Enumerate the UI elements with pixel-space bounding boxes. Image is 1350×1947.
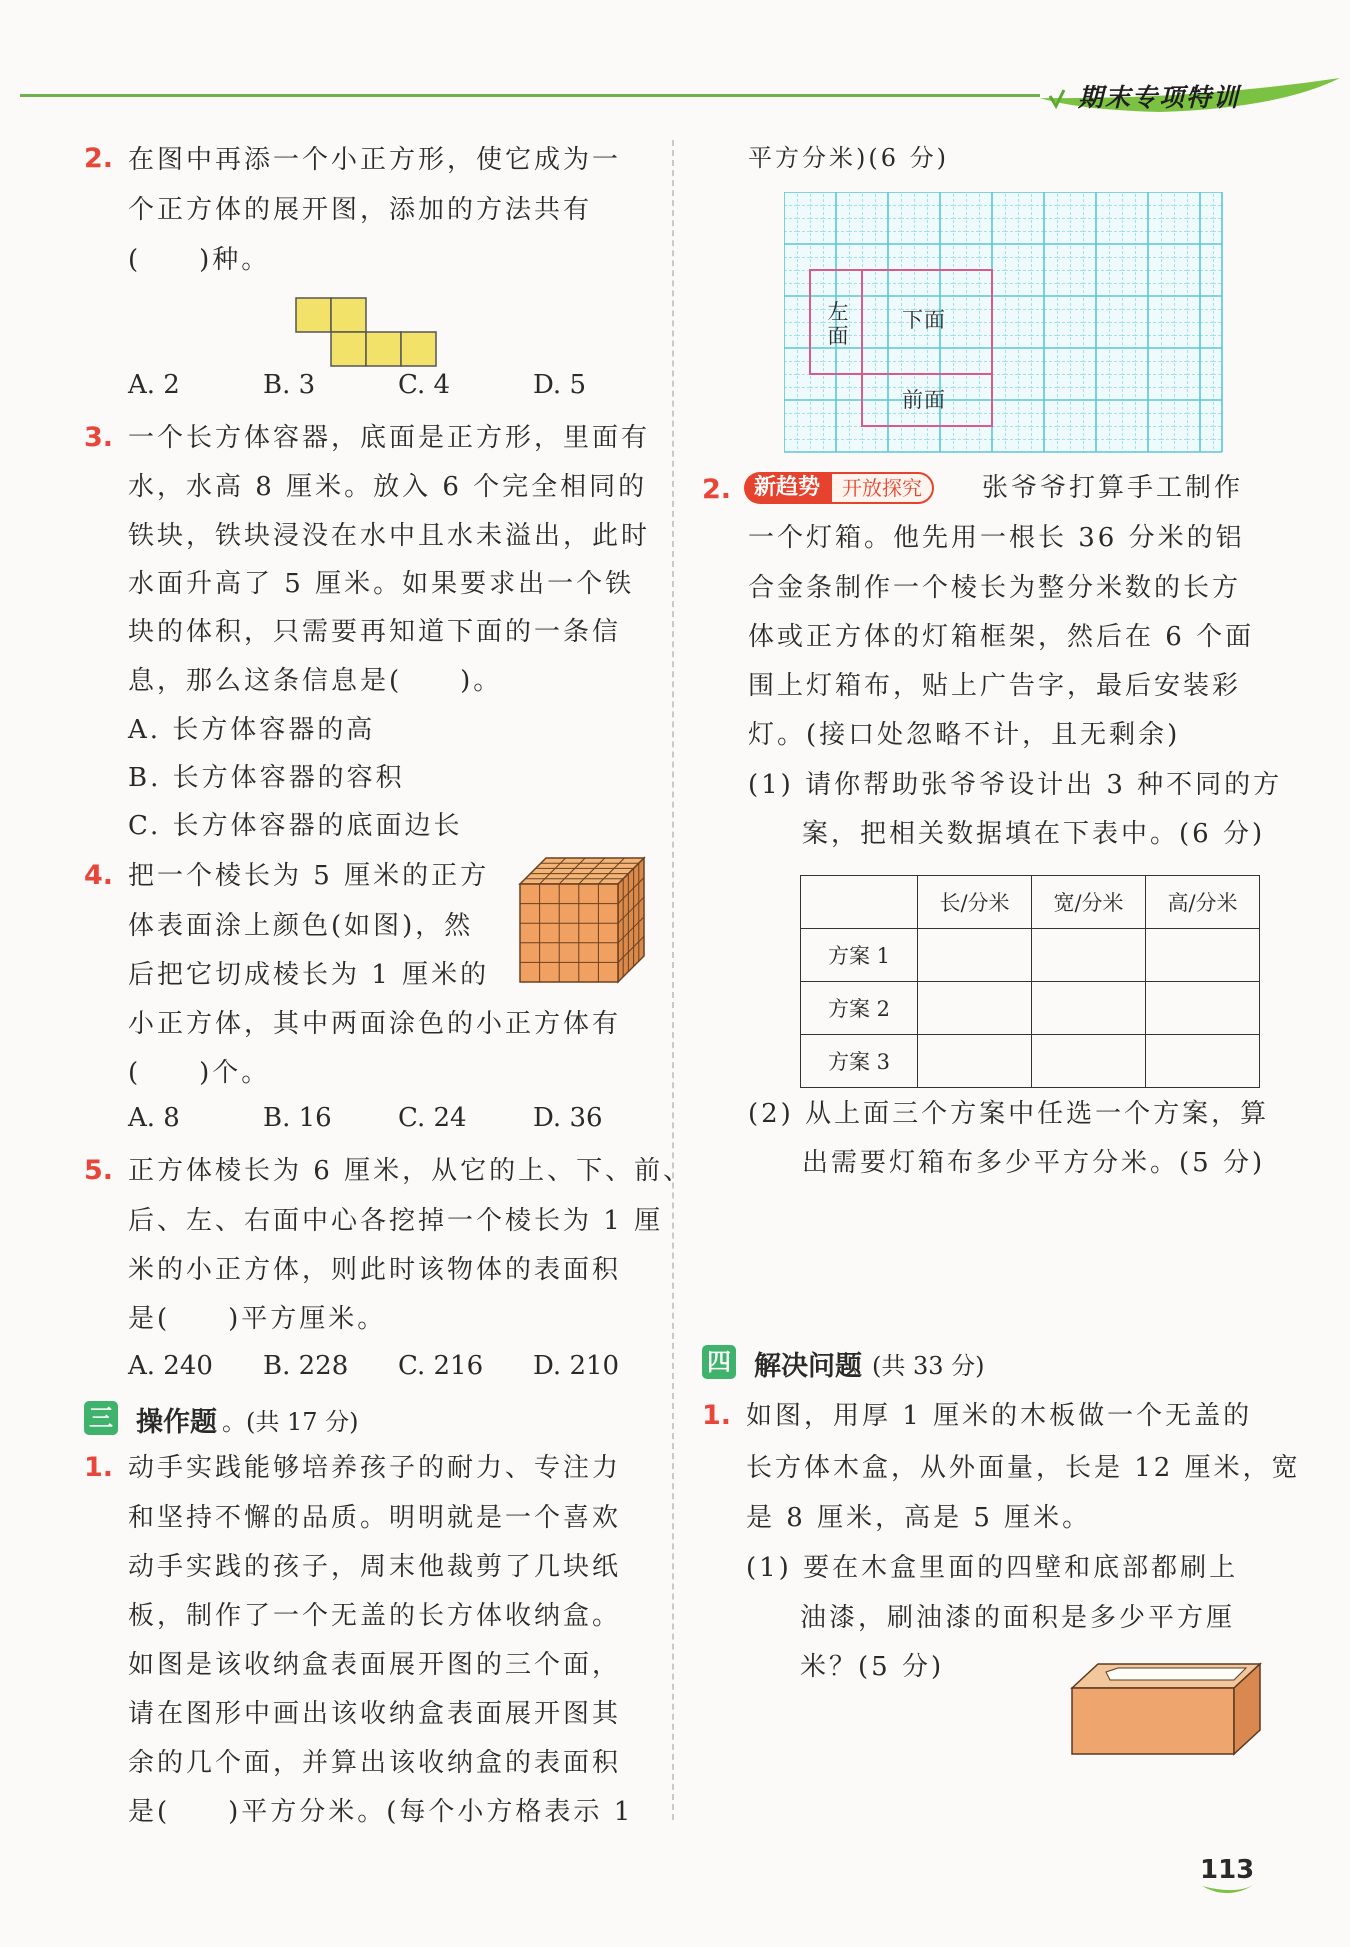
question-number: 4. [84, 860, 114, 891]
section-4-icon: 四 [702, 1345, 736, 1379]
width-cell[interactable] [1032, 929, 1146, 982]
q3-line-3: 铁块，铁块浸没在水中且水未溢出，此时 [128, 521, 651, 551]
q5-options [128, 1351, 668, 1381]
width-cell[interactable] [1032, 982, 1146, 1035]
width-cell[interactable] [1032, 1035, 1146, 1088]
bottom-face-label: 下面 [902, 308, 946, 332]
p1-sub1-line-3: 米？(5 分) [800, 1652, 945, 1682]
option-c[interactable]: C. 24 [398, 1103, 467, 1133]
option-a[interactable]: A. 2 [128, 370, 180, 400]
op1-continuation: 平方分米)(6 分) [748, 144, 949, 172]
option-b[interactable]: B. 16 [263, 1103, 332, 1133]
op1-line-6: 请在图形中画出该收纳盒表面展开图其 [128, 1699, 622, 1729]
op1-line-8: 是( )平方分米。(每个小方格表示 1 [128, 1797, 634, 1827]
q3-option-b[interactable]: B. 长方体容器的容积 [128, 763, 405, 793]
rq2-line-5: 围上灯箱布，贴上广告字，最后安装彩 [748, 671, 1242, 701]
op1-line-4: 板，制作了一个无盖的长方体收纳盒。 [128, 1601, 622, 1631]
question-number: 2. [84, 143, 114, 174]
table-header [801, 876, 918, 929]
table-header-width: 宽/分米 [1032, 876, 1146, 929]
q3-line-4: 水面升高了 5 厘米。如果要求出一个铁 [128, 569, 635, 599]
q2-line-1: 在图中再添一个小正方形，使它成为一 [128, 145, 622, 175]
q3-option-c[interactable]: C. 长方体容器的底面边长 [128, 811, 463, 841]
option-a[interactable]: A. 240 [128, 1351, 213, 1381]
question-number: 2. [702, 474, 732, 505]
option-b[interactable]: B. 228 [263, 1351, 349, 1381]
question-number: 3. [84, 422, 114, 453]
table-header-length: 长/分米 [918, 876, 1032, 929]
length-cell[interactable] [918, 982, 1032, 1035]
option-d[interactable]: D. 210 [533, 1351, 620, 1381]
option-c[interactable]: C. 216 [398, 1351, 484, 1381]
section-4-score: 。(共 33 分) [848, 1352, 985, 1380]
column-divider [672, 140, 674, 1820]
left-face-label: 左面 [827, 300, 849, 348]
header-rule [20, 94, 1040, 97]
q2-line-2: 个正方体的展开图，添加的方法共有 [128, 195, 593, 225]
grid-figure[interactable] [784, 192, 1224, 454]
q5-line-4: 是( )平方厘米。 [128, 1304, 387, 1334]
rq2-sub2-line-2: 出需要灯箱布多少平方分米。(5 分) [802, 1148, 1266, 1178]
section-4-title: 解决问题 [754, 1351, 862, 1382]
p1-line-2: 长方体木盒，从外面量，长是 12 厘米，宽 [746, 1453, 1301, 1483]
p1-sub1-line-2: 油漆，刷油漆的面积是多少平方厘 [800, 1603, 1236, 1633]
row-label: 方案 2 [801, 982, 918, 1035]
q4-options [128, 1103, 668, 1133]
option-b[interactable]: B. 3 [263, 370, 316, 400]
rq2-line-2: 一个灯箱。他先用一根长 36 分米的铝 [748, 523, 1245, 553]
table-header-height: 高/分米 [1146, 876, 1260, 929]
op1-line-2: 和坚持不懈的品质。明明就是一个喜欢 [128, 1503, 622, 1533]
row-label: 方案 3 [801, 1035, 918, 1088]
page-swoosh-icon [1200, 1880, 1260, 1900]
q5-line-3: 米的小正方体，则此时该物体的表面积 [128, 1255, 622, 1285]
op1-line-1: 动手实践能够培养孩子的耐力、专注力 [128, 1453, 622, 1483]
section-3-title: 操作题 [136, 1407, 217, 1438]
rq2-line-6: 灯。(接口处忽略不计，且无剩余) [748, 720, 1181, 750]
rq2-line-1: 张爷爷打算手工制作 [982, 473, 1244, 503]
question-number: 5. [84, 1155, 114, 1186]
option-c[interactable]: C. 4 [398, 370, 451, 400]
table-row [801, 982, 1260, 1035]
rq2-sub2-line-1: (2) 从上面三个方案中任选一个方案，算 [748, 1099, 1270, 1129]
height-cell[interactable] [1146, 929, 1260, 982]
p1-line-3: 是 8 厘米，高是 5 厘米。 [746, 1503, 1092, 1533]
rq2-line-4: 体或正方体的灯箱框架，然后在 6 个面 [748, 622, 1255, 652]
q4-line-1: 把一个棱长为 5 厘米的正方 [128, 861, 490, 891]
question-number: 1. [702, 1400, 732, 1431]
page-number: 113 [1200, 1855, 1255, 1885]
q4-line-3: 后把它切成棱长为 1 厘米的 [128, 960, 490, 990]
q5-line-2: 后、左、右面中心各挖掉一个棱长为 1 厘 [128, 1206, 664, 1236]
q3-option-a[interactable]: A. 长方体容器的高 [128, 715, 376, 745]
rq2-sub1-line-2: 案，把相关数据填在下表中。(6 分) [802, 819, 1266, 849]
rq2-line-3: 合金条制作一个棱长为整分米数的长方 [748, 573, 1242, 603]
badge-new-trend: 新趋势 [744, 472, 830, 504]
q2-options [128, 370, 668, 400]
question-number: 1. [84, 1452, 114, 1483]
op1-line-5: 如图是该收纳盒表面展开图的三个面， [128, 1650, 622, 1680]
op1-line-3: 动手实践的孩子，周末他裁剪了几块纸 [128, 1552, 622, 1582]
table-row [801, 929, 1260, 982]
wooden-box-figure [1070, 1660, 1262, 1756]
table-row [801, 1035, 1260, 1088]
q3-line-5: 块的体积，只需要再知道下面的一条信 [128, 617, 622, 647]
length-cell[interactable] [918, 929, 1032, 982]
q4-line-4: 小正方体，其中两面涂色的小正方体有 [128, 1009, 622, 1039]
height-cell[interactable] [1146, 982, 1260, 1035]
cube-figure [518, 856, 646, 984]
section-3-score: 。(共 17 分) [222, 1408, 359, 1436]
option-d[interactable]: D. 5 [533, 370, 586, 400]
q2-line-3: ( )种。 [128, 245, 271, 275]
q4-line-2: 体表面涂上颜色(如图)，然 [128, 911, 474, 941]
length-cell[interactable] [918, 1035, 1032, 1088]
badge-open-inquiry: 开放探究 [830, 472, 934, 504]
section-3-icon: 三 [84, 1401, 118, 1435]
plan-table [800, 875, 1260, 1088]
q4-line-5: ( )个。 [128, 1058, 271, 1088]
option-d[interactable]: D. 36 [533, 1103, 603, 1133]
q3-line-1: 一个长方体容器，底面是正方形，里面有 [128, 423, 651, 453]
height-cell[interactable] [1146, 1035, 1260, 1088]
trend-badge [744, 472, 934, 504]
op1-line-7: 余的几个面，并算出该收纳盒的表面积 [128, 1748, 622, 1778]
q5-line-1: 正方体棱长为 6 厘米，从它的上、下、前、 [128, 1156, 693, 1186]
front-face-label: 前面 [902, 388, 946, 412]
option-a[interactable]: A. 8 [128, 1103, 180, 1133]
q3-line-2: 水，水高 8 厘米。放入 6 个完全相同的 [128, 472, 648, 502]
row-label: 方案 1 [801, 929, 918, 982]
rq2-sub1-line-1: (1) 请你帮助张爷爷设计出 3 种不同的方 [748, 770, 1283, 800]
header-title: 期末专项特训 [1078, 83, 1241, 112]
p1-line-1: 如图，用厚 1 厘米的木板做一个无盖的 [746, 1401, 1253, 1431]
net-figure [294, 296, 440, 368]
q3-line-6: 息，那么这条信息是( )。 [128, 666, 503, 696]
p1-sub1-line-1: (1) 要在木盒里面的四壁和底部都刷上 [746, 1553, 1239, 1583]
